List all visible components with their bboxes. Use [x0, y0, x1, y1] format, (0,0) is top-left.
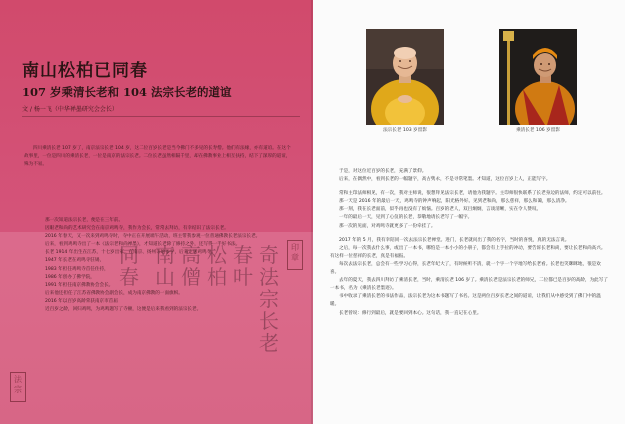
calligraphy-column-1: 奇法宗长老: [259, 243, 279, 355]
body-paragraph: 每次去法宗长老，总会有一些学习心得，长老年纪大了，有时候听不清，就一个字一个字地写给长老看。长老也笑眯眯地，很是欢喜。: [330, 261, 601, 276]
body-paragraph: 后来，在偶然中，看到长老的一幅题字，高古隽永，不是寻常笔墨。才知道，这位百岁上人，正能写字。: [339, 177, 551, 183]
calligraphy-column-6: 同春: [119, 243, 139, 289]
body-paragraph: 长老曾说：修行到最后，就是要回到本心。这句话，我一直记在心里。: [339, 310, 482, 316]
body-paragraph: 那一天是 2016 年的最后一天，鸡鸣寺的钟声响起，阳光格外好。见到老和尚，那么慈祥，那么和蔼，那么清净。: [339, 199, 570, 205]
right-page: [313, 0, 625, 424]
monk-portrait-illustration: [499, 29, 577, 125]
section-paragraph: 近百岁之龄，回归鸡鸣，为鸡鸣题写了寺额，这便是后来我看到的法宗长老。: [45, 307, 202, 313]
body-paragraph: 那一次的见面，对鸡鸣寺就更多了一份牵挂了。: [339, 223, 436, 229]
section-paragraph: 长老 1914 年出生在江苏，十七岁出家，在南京、扬州等地参学，后来定居鸡鸣寺。: [45, 250, 216, 256]
intro-paragraph: 四川乘清长老 107 岁了，南京法宗长老 104 岁，这二位百岁长老是当今佛门不多见的长寿僧。他们有法缘，亦有道谊。在这个故事里，一位是四川的乘清长老，一位是南京的法宗长老。二位长老虽然相隔千里，却在佛教事业上相互扶持，结下了深厚的道谊，殊为不易。: [24, 146, 291, 168]
calligraphy-column-3: 松柏: [207, 243, 227, 289]
body-paragraph: 2017 年的 5 月，我有幸陪同一次去法宗长老禅堂。进门，长老就问出了我的名字，当时的喜悦，真的无法言说。: [339, 237, 570, 243]
body-paragraph: 书中收录了乘清长老的书法作品，法宗长老为这本书题写了书名。这是两位百岁长老之间的道谊，让我们从中感受到了佛门中的温暖。: [330, 294, 601, 308]
body-paragraph: 去年的夏天，我去四川拜访了乘清长老，当时，乘清长老 106 岁了。乘清长老是法宗长老的师兄，二位都已是百岁的高龄，为此写了一本书，名为《乘清长老墨迹》。: [330, 278, 608, 292]
section-paragraph: 那一次知道法宗长老，便是在三年前。: [45, 218, 124, 223]
section-paragraph: 后来，看到鸡鸣寺出了一本《法宗老和尚禅墨》，才知道长老除了修持之外，还写得一手好书法。: [45, 242, 241, 248]
calligraphy-column-5: 南山: [155, 243, 175, 289]
section-paragraph: 因眼老和尚的艺术研究会在南京鸡鸣寺，我作为会长，常常去拜访，有幸结识了法宗长老。: [45, 226, 229, 232]
section-paragraph: 2016 年春天，又一次来到鸡鸣寺时，寺中正在开展端午活动，班主带我参观一位普通佛教长老法宗长老。: [45, 234, 261, 240]
body-paragraph: 一年的最后一天，见到了心仪的长老，恭敬地请长老写了一幅字。: [339, 215, 473, 221]
section-paragraph: 2016 年以百岁高龄荣获南京市首届: [45, 298, 118, 304]
figure-caption: 法宗长老 103 岁留影: [383, 128, 427, 133]
body-paragraph: 常和主印法师相见，有一次，我对主师说，很想拜见法宗长老，请他为我题字。主印师很快联系了长老身边的法师，约定可以前往。: [339, 191, 606, 197]
calligraphy-column-4: 高僧: [181, 243, 201, 289]
right-body-text: [330, 168, 608, 318]
body-paragraph: 那一刻，我在长老面前，似乎再也没有了烦恼。百岁的老人，双目炯炯，言谈清晰，实在令人赞叹。: [339, 207, 542, 213]
fazong-portrait-photo: [366, 29, 444, 125]
article-subtitle: 107 岁乘清长老和 104 法宗长老的道谊: [22, 85, 232, 99]
body-paragraph: 于是，对这位近百岁的长老，充满了景仰。: [339, 169, 427, 174]
seal-stamp-top: 印章: [287, 240, 303, 270]
figure-chengqing: [499, 29, 577, 133]
calligraphy-column-2: 春叶: [233, 243, 253, 289]
title-rule: [22, 116, 300, 117]
article-byline: 文 / 杨一飞（中华禅墨研究会会长）: [22, 106, 118, 113]
section-paragraph: 后来他还担任了江苏省佛教协会副会长，成为南京佛教的一面旗帜。: [45, 290, 183, 296]
seal-stamp-bottom: 法宗: [10, 372, 26, 402]
figure-caption: 乘清长老 106 岁留影: [516, 128, 560, 133]
section-list-item: 1991 年担任南京佛教协会会长。: [45, 282, 114, 288]
chengqing-portrait-photo: [499, 29, 577, 125]
section-list-item: 1947 年长老在鸡鸣寺驻锡，: [45, 258, 105, 264]
left-section-text: [36, 217, 291, 314]
body-paragraph: 之后，每一次我去什么事，或出了一本书，哪怕是一本小小的小册子，都会有上手拉的冲动，要告诉长老和尚，要让长老和尚高兴。有这样一位慈祥的长老，真是有福报。: [330, 245, 606, 259]
section-list-item: 1983 年担任鸡鸣寺首任住持，: [45, 266, 109, 272]
figure-fazong: [366, 29, 444, 133]
article-title: 南山松柏已同春: [22, 61, 148, 81]
monk-portrait-illustration: [366, 29, 444, 125]
section-list-item: 1986 年创办了佛学院，: [45, 274, 95, 280]
